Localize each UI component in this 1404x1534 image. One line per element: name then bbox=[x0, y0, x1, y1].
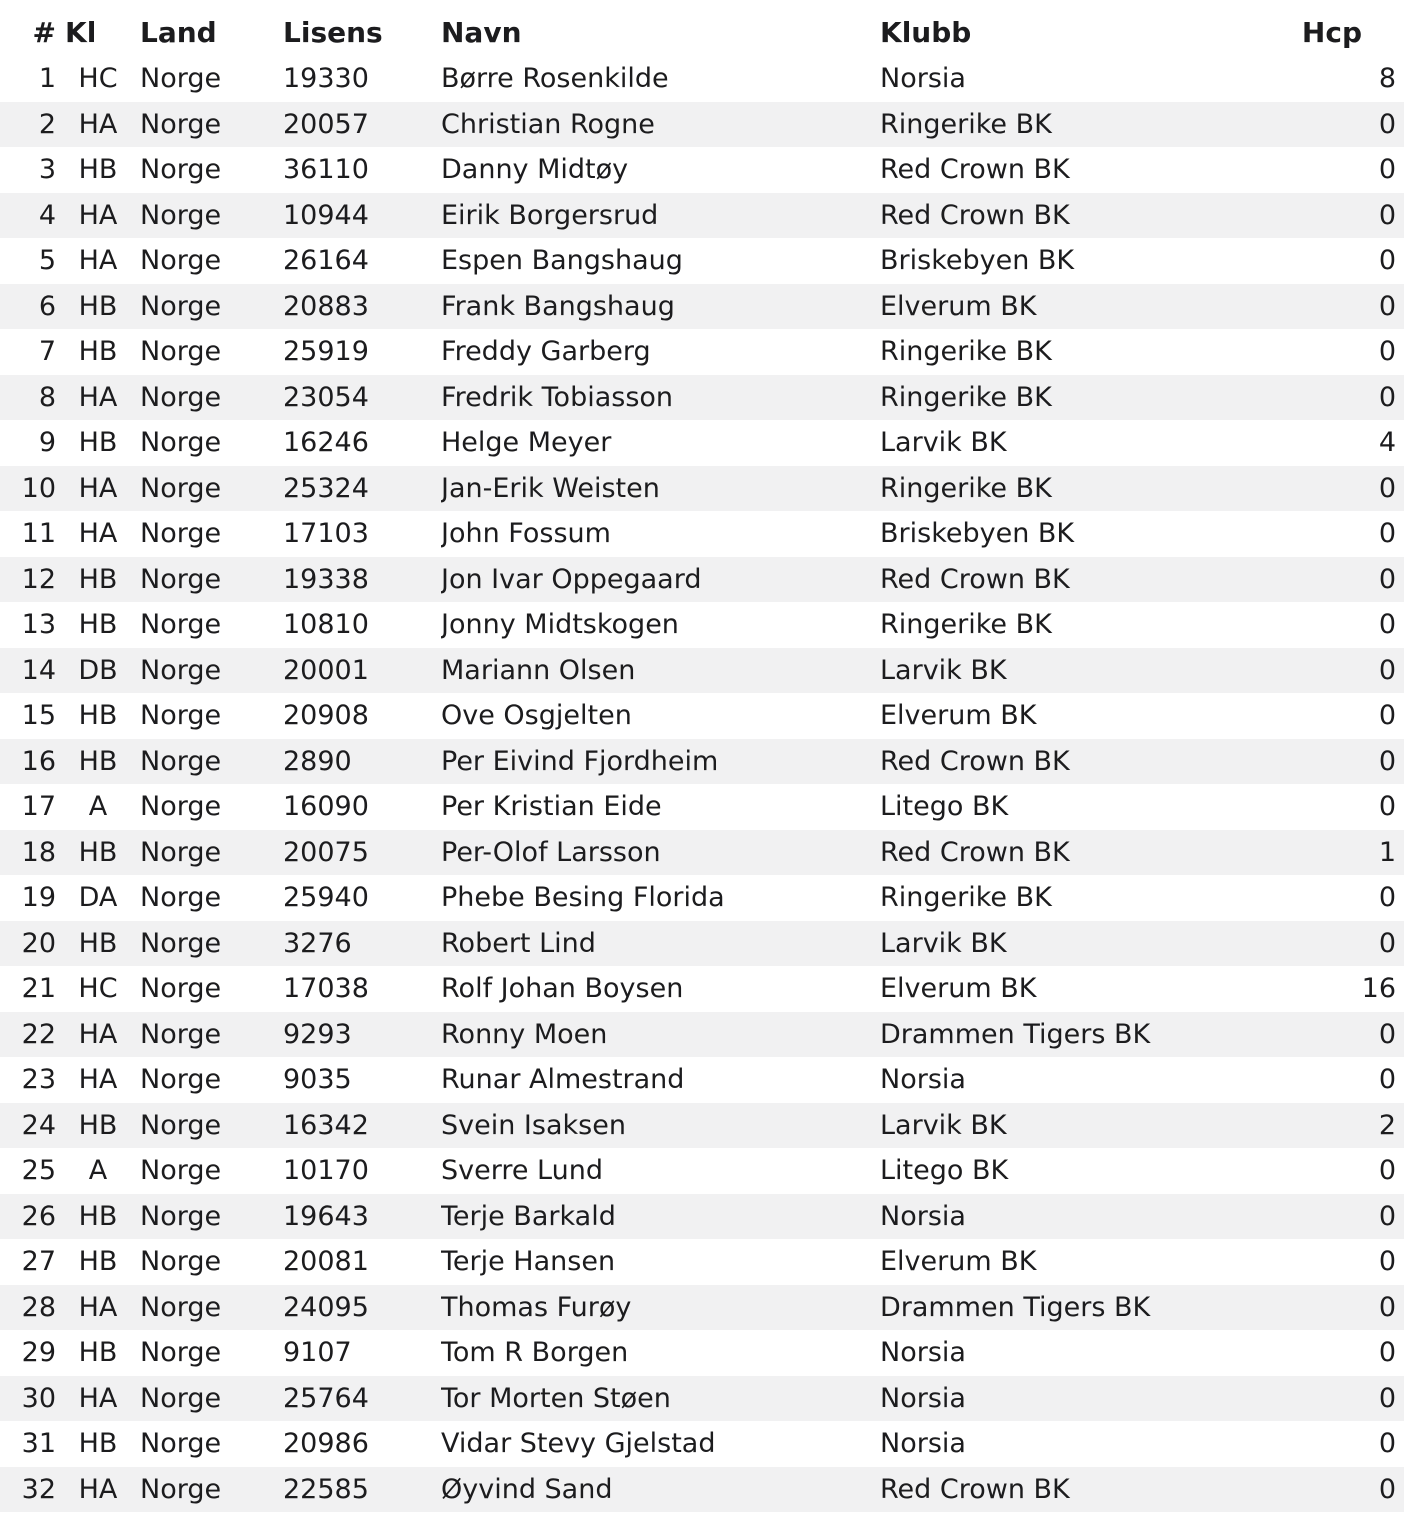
cell-name: Ove Osgjelten bbox=[441, 700, 632, 731]
cell-number: 17 bbox=[21, 791, 56, 822]
table-row[interactable] bbox=[0, 966, 1404, 1012]
table-row[interactable] bbox=[0, 1239, 1404, 1285]
cell-country: Norge bbox=[140, 882, 222, 913]
cell-handicap: 0 bbox=[1378, 927, 1396, 959]
cell-handicap: 0 bbox=[1378, 1291, 1396, 1323]
cell-club: Briskebyen BK bbox=[880, 518, 1075, 549]
cell-name: Vidar Stevy Gjelstad bbox=[441, 1428, 716, 1459]
cell-number: 21 bbox=[21, 973, 56, 1004]
table-row[interactable] bbox=[0, 830, 1404, 876]
cell-class: HC bbox=[78, 973, 118, 1004]
cell-club: Red Crown BK bbox=[880, 199, 1070, 231]
cell-handicap: 0 bbox=[1378, 518, 1396, 549]
cell-class: HA bbox=[78, 381, 118, 413]
cell-number: 5 bbox=[38, 245, 56, 276]
cell-name: Terje Hansen bbox=[441, 1246, 616, 1277]
cell-class: HB bbox=[78, 154, 118, 185]
cell-number: 25 bbox=[21, 1155, 56, 1186]
cell-number: 3 bbox=[38, 154, 56, 185]
cell-license: 20001 bbox=[283, 654, 369, 686]
cell-country: Norge bbox=[140, 700, 222, 731]
cell-license: 9293 bbox=[283, 1018, 352, 1050]
table-row[interactable] bbox=[0, 1285, 1404, 1331]
table-row[interactable] bbox=[0, 1103, 1404, 1149]
cell-country: Norge bbox=[140, 927, 222, 959]
cell-class: HB bbox=[78, 290, 118, 322]
cell-number: 19 bbox=[21, 882, 56, 913]
cell-handicap: 0 bbox=[1378, 336, 1396, 367]
table-row[interactable] bbox=[0, 1376, 1404, 1422]
cell-handicap: 0 bbox=[1378, 290, 1396, 322]
cell-club: Red Crown BK bbox=[880, 1473, 1070, 1505]
cell-number: 13 bbox=[21, 609, 56, 640]
table-row[interactable] bbox=[0, 193, 1404, 239]
cell-number: 12 bbox=[21, 563, 56, 595]
cell-class: HB bbox=[78, 427, 118, 458]
table-row[interactable] bbox=[0, 1012, 1404, 1058]
cell-license: 26164 bbox=[283, 245, 369, 276]
cell-country: Norge bbox=[140, 1064, 222, 1095]
column-header-number[interactable]: # bbox=[32, 16, 56, 49]
cell-name: Danny Midtøy bbox=[441, 154, 629, 185]
cell-name: Frank Bangshaug bbox=[441, 290, 675, 322]
cell-handicap: 0 bbox=[1378, 108, 1396, 140]
cell-country: Norge bbox=[140, 427, 222, 458]
cell-country: Norge bbox=[140, 199, 222, 231]
cell-name: Jonny Midtskogen bbox=[441, 609, 679, 640]
cell-class: HB bbox=[78, 927, 118, 959]
cell-name: Runar Almestrand bbox=[441, 1064, 685, 1095]
table-row[interactable] bbox=[0, 420, 1404, 466]
cell-class: HC bbox=[78, 63, 118, 94]
cell-class: HB bbox=[78, 1337, 118, 1368]
cell-country: Norge bbox=[140, 973, 222, 1004]
cell-license: 22585 bbox=[283, 1473, 369, 1505]
cell-number: 1 bbox=[38, 63, 56, 94]
cell-number: 8 bbox=[38, 381, 56, 413]
cell-name: Espen Bangshaug bbox=[441, 245, 683, 276]
cell-class: HA bbox=[78, 1064, 118, 1095]
cell-country: Norge bbox=[140, 563, 222, 595]
column-header-name[interactable]: Navn bbox=[441, 16, 522, 49]
cell-number: 10 bbox=[21, 472, 56, 504]
cell-country: Norge bbox=[140, 1473, 222, 1505]
cell-name: Mariann Olsen bbox=[441, 654, 636, 686]
cell-number: 31 bbox=[21, 1428, 56, 1459]
cell-class: HA bbox=[78, 1018, 118, 1050]
cell-name: Børre Rosenkilde bbox=[441, 63, 669, 94]
cell-license: 17103 bbox=[283, 518, 369, 549]
cell-handicap: 1 bbox=[1378, 836, 1396, 868]
cell-handicap: 0 bbox=[1378, 1337, 1396, 1368]
cell-country: Norge bbox=[140, 609, 222, 640]
cell-license: 19643 bbox=[283, 1200, 369, 1232]
cell-handicap: 0 bbox=[1378, 882, 1396, 913]
cell-number: 29 bbox=[21, 1337, 56, 1368]
cell-country: Norge bbox=[140, 1155, 222, 1186]
cell-license: 10944 bbox=[283, 199, 369, 231]
cell-name: Fredrik Tobiasson bbox=[441, 381, 674, 413]
cell-name: Thomas Furøy bbox=[441, 1291, 632, 1323]
cell-handicap: 0 bbox=[1378, 381, 1396, 413]
cell-number: 6 bbox=[38, 290, 56, 322]
cell-handicap: 0 bbox=[1378, 1200, 1396, 1232]
cell-club: Elverum BK bbox=[880, 973, 1037, 1004]
cell-handicap: 0 bbox=[1378, 1428, 1396, 1459]
table-row[interactable] bbox=[0, 56, 1404, 102]
cell-number: 30 bbox=[21, 1382, 56, 1414]
table-row[interactable] bbox=[0, 284, 1404, 330]
column-header-handicap[interactable]: Hcp bbox=[1301, 16, 1362, 49]
participants-table bbox=[0, 10, 1404, 1512]
cell-club: Red Crown BK bbox=[880, 745, 1070, 777]
cell-number: 28 bbox=[21, 1291, 56, 1323]
cell-country: Norge bbox=[140, 791, 222, 822]
cell-class: HB bbox=[78, 700, 118, 731]
cell-club: Larvik BK bbox=[880, 427, 1007, 458]
cell-license: 20908 bbox=[283, 700, 369, 731]
cell-license: 25919 bbox=[283, 336, 369, 367]
cell-number: 2 bbox=[38, 108, 56, 140]
cell-handicap: 0 bbox=[1378, 609, 1396, 640]
table-row[interactable] bbox=[0, 1194, 1404, 1240]
cell-handicap: 8 bbox=[1378, 63, 1396, 94]
cell-club: Ringerike BK bbox=[880, 336, 1052, 367]
cell-handicap: 16 bbox=[1361, 973, 1396, 1004]
cell-country: Norge bbox=[140, 1246, 222, 1277]
cell-club: Drammen Tigers BK bbox=[880, 1291, 1151, 1323]
table-header bbox=[0, 10, 1404, 56]
table-row[interactable] bbox=[0, 147, 1404, 193]
cell-club: Drammen Tigers BK bbox=[880, 1018, 1151, 1050]
table-row[interactable] bbox=[0, 921, 1404, 967]
cell-handicap: 0 bbox=[1378, 1246, 1396, 1277]
cell-handicap: 0 bbox=[1378, 745, 1396, 777]
cell-name: Eirik Borgersrud bbox=[441, 199, 659, 231]
cell-country: Norge bbox=[140, 336, 222, 367]
cell-class: A bbox=[88, 791, 108, 822]
cell-country: Norge bbox=[140, 745, 222, 777]
cell-number: 24 bbox=[21, 1109, 56, 1141]
cell-name: Robert Lind bbox=[441, 927, 596, 959]
cell-name: Terje Barkald bbox=[441, 1200, 616, 1232]
cell-license: 20057 bbox=[283, 108, 369, 140]
cell-license: 3276 bbox=[283, 927, 352, 959]
table-row[interactable] bbox=[0, 466, 1404, 512]
cell-license: 23054 bbox=[283, 381, 369, 413]
cell-country: Norge bbox=[140, 290, 222, 322]
cell-club: Litego BK bbox=[880, 791, 1009, 822]
cell-club: Norsia bbox=[880, 1064, 966, 1095]
cell-class: HA bbox=[78, 1473, 118, 1505]
cell-class: HA bbox=[78, 518, 118, 549]
cell-license: 20075 bbox=[283, 836, 369, 868]
cell-handicap: 0 bbox=[1378, 1382, 1396, 1414]
table-row[interactable] bbox=[0, 238, 1404, 284]
cell-class: DA bbox=[78, 882, 118, 913]
table-row[interactable] bbox=[0, 1467, 1404, 1513]
cell-handicap: 0 bbox=[1378, 1064, 1396, 1095]
cell-club: Larvik BK bbox=[880, 1109, 1007, 1141]
cell-number: 15 bbox=[21, 700, 56, 731]
cell-country: Norge bbox=[140, 1291, 222, 1323]
cell-handicap: 0 bbox=[1378, 472, 1396, 504]
cell-name: Jan-Erik Weisten bbox=[441, 472, 660, 504]
cell-license: 2890 bbox=[283, 745, 352, 777]
cell-handicap: 0 bbox=[1378, 700, 1396, 731]
cell-handicap: 4 bbox=[1378, 427, 1396, 458]
cell-license: 20986 bbox=[283, 1428, 369, 1459]
cell-club: Red Crown BK bbox=[880, 563, 1070, 595]
cell-club: Red Crown BK bbox=[880, 836, 1070, 868]
cell-license: 19338 bbox=[283, 563, 369, 595]
cell-class: DB bbox=[78, 654, 118, 686]
cell-club: Elverum BK bbox=[880, 1246, 1037, 1277]
cell-number: 16 bbox=[21, 745, 56, 777]
cell-name: Svein Isaksen bbox=[441, 1109, 626, 1141]
cell-club: Larvik BK bbox=[880, 927, 1007, 959]
cell-class: HA bbox=[78, 108, 118, 140]
cell-class: HB bbox=[78, 336, 118, 367]
cell-class: HB bbox=[78, 609, 118, 640]
cell-name: Per-Olof Larsson bbox=[441, 836, 661, 868]
table-row[interactable] bbox=[0, 1330, 1404, 1376]
table-row[interactable] bbox=[0, 648, 1404, 694]
cell-country: Norge bbox=[140, 836, 222, 868]
cell-class: HA bbox=[78, 1382, 118, 1414]
cell-country: Norge bbox=[140, 1018, 222, 1050]
cell-license: 24095 bbox=[283, 1291, 369, 1323]
cell-country: Norge bbox=[140, 245, 222, 276]
cell-number: 23 bbox=[21, 1064, 56, 1095]
cell-name: Per Eivind Fjordheim bbox=[441, 745, 719, 777]
cell-name: John Fossum bbox=[441, 518, 611, 549]
cell-class: HA bbox=[78, 472, 118, 504]
cell-handicap: 0 bbox=[1378, 154, 1396, 185]
cell-name: Christian Rogne bbox=[441, 108, 655, 140]
cell-class: HA bbox=[78, 245, 118, 276]
cell-license: 16246 bbox=[283, 427, 369, 458]
cell-license: 20883 bbox=[283, 290, 369, 322]
cell-license: 36110 bbox=[283, 154, 369, 185]
cell-license: 10170 bbox=[283, 1155, 369, 1186]
cell-name: Jon Ivar Oppegaard bbox=[441, 563, 702, 595]
cell-name: Tor Morten Støen bbox=[441, 1382, 671, 1414]
cell-number: 9 bbox=[38, 427, 56, 458]
cell-name: Tom R Borgen bbox=[441, 1337, 629, 1368]
cell-club: Norsia bbox=[880, 1428, 966, 1459]
cell-country: Norge bbox=[140, 1428, 222, 1459]
cell-club: Elverum BK bbox=[880, 700, 1037, 731]
cell-club: Norsia bbox=[880, 63, 966, 94]
cell-country: Norge bbox=[140, 381, 222, 413]
cell-class: HB bbox=[78, 563, 118, 595]
cell-handicap: 0 bbox=[1378, 563, 1396, 595]
cell-number: 26 bbox=[21, 1200, 56, 1232]
cell-number: 7 bbox=[38, 336, 56, 367]
cell-club: Elverum BK bbox=[880, 290, 1037, 322]
cell-club: Ringerike BK bbox=[880, 609, 1052, 640]
cell-club: Ringerike BK bbox=[880, 472, 1052, 504]
cell-handicap: 0 bbox=[1378, 654, 1396, 686]
cell-club: Red Crown BK bbox=[880, 154, 1070, 185]
cell-country: Norge bbox=[140, 1382, 222, 1414]
table-row[interactable] bbox=[0, 557, 1404, 603]
cell-license: 20081 bbox=[283, 1246, 369, 1277]
cell-country: Norge bbox=[140, 1109, 222, 1141]
cell-number: 22 bbox=[21, 1018, 56, 1050]
table-row[interactable] bbox=[0, 102, 1404, 148]
cell-class: HA bbox=[78, 199, 118, 231]
cell-license: 17038 bbox=[283, 973, 369, 1004]
cell-number: 14 bbox=[21, 654, 56, 686]
cell-country: Norge bbox=[140, 654, 222, 686]
cell-club: Ringerike BK bbox=[880, 381, 1052, 413]
cell-number: 18 bbox=[21, 836, 56, 868]
cell-name: Freddy Garberg bbox=[441, 336, 651, 367]
cell-license: 19330 bbox=[283, 63, 369, 94]
cell-license: 10810 bbox=[283, 609, 369, 640]
cell-handicap: 0 bbox=[1378, 1473, 1396, 1505]
cell-name: Phebe Besing Florida bbox=[441, 882, 725, 913]
cell-number: 4 bbox=[38, 199, 56, 231]
cell-license: 25324 bbox=[283, 472, 369, 504]
cell-club: Larvik BK bbox=[880, 654, 1007, 686]
cell-country: Norge bbox=[140, 1337, 222, 1368]
cell-license: 16090 bbox=[283, 791, 369, 822]
cell-country: Norge bbox=[140, 108, 222, 140]
cell-club: Briskebyen BK bbox=[880, 245, 1075, 276]
cell-country: Norge bbox=[140, 472, 222, 504]
column-header-license[interactable]: Lisens bbox=[283, 16, 383, 49]
cell-number: 32 bbox=[21, 1473, 56, 1505]
cell-club: Norsia bbox=[880, 1200, 966, 1232]
cell-class: HB bbox=[78, 1109, 118, 1141]
cell-club: Litego BK bbox=[880, 1155, 1009, 1186]
cell-club: Ringerike BK bbox=[880, 882, 1052, 913]
cell-handicap: 0 bbox=[1378, 1018, 1396, 1050]
cell-class: A bbox=[88, 1155, 108, 1186]
cell-club: Norsia bbox=[880, 1337, 966, 1368]
cell-club: Norsia bbox=[880, 1382, 966, 1414]
cell-handicap: 0 bbox=[1378, 1155, 1396, 1186]
cell-name: Ronny Moen bbox=[441, 1018, 608, 1050]
cell-club: Ringerike BK bbox=[880, 108, 1052, 140]
cell-country: Norge bbox=[140, 63, 222, 94]
table-body bbox=[0, 56, 1404, 1512]
cell-name: Øyvind Sand bbox=[441, 1473, 613, 1505]
cell-class: HB bbox=[78, 1428, 118, 1459]
cell-country: Norge bbox=[140, 154, 222, 185]
cell-handicap: 0 bbox=[1378, 791, 1396, 822]
cell-class: HA bbox=[78, 1291, 118, 1323]
table-row[interactable] bbox=[0, 1421, 1404, 1467]
table-row[interactable] bbox=[0, 739, 1404, 785]
cell-handicap: 2 bbox=[1378, 1109, 1396, 1141]
cell-class: HB bbox=[78, 745, 118, 777]
cell-handicap: 0 bbox=[1378, 199, 1396, 231]
table-row[interactable] bbox=[0, 375, 1404, 421]
table-row[interactable] bbox=[0, 329, 1404, 375]
table-row[interactable] bbox=[0, 1148, 1404, 1194]
cell-number: 11 bbox=[21, 518, 56, 549]
cell-country: Norge bbox=[140, 518, 222, 549]
column-header-class[interactable]: Kl bbox=[65, 16, 97, 49]
cell-license: 9035 bbox=[283, 1064, 352, 1095]
table-row[interactable] bbox=[0, 784, 1404, 830]
cell-class: HB bbox=[78, 1246, 118, 1277]
table-row[interactable] bbox=[0, 875, 1404, 921]
table-row[interactable] bbox=[0, 1057, 1404, 1103]
cell-country: Norge bbox=[140, 1200, 222, 1232]
cell-name: Helge Meyer bbox=[441, 427, 612, 458]
column-header-country[interactable]: Land bbox=[140, 16, 217, 49]
table-row[interactable] bbox=[0, 511, 1404, 557]
table-row[interactable] bbox=[0, 602, 1404, 648]
column-header-club[interactable]: Klubb bbox=[880, 16, 972, 49]
cell-class: HB bbox=[78, 1200, 118, 1232]
cell-number: 27 bbox=[21, 1246, 56, 1277]
cell-license: 9107 bbox=[283, 1337, 352, 1368]
cell-name: Per Kristian Eide bbox=[441, 791, 662, 822]
cell-license: 25940 bbox=[283, 882, 369, 913]
cell-handicap: 0 bbox=[1378, 245, 1396, 276]
cell-name: Rolf Johan Boysen bbox=[441, 973, 684, 1004]
cell-license: 16342 bbox=[283, 1109, 369, 1141]
cell-number: 20 bbox=[21, 927, 56, 959]
cell-license: 25764 bbox=[283, 1382, 369, 1414]
header-row bbox=[0, 10, 1404, 56]
cell-name: Sverre Lund bbox=[441, 1155, 603, 1186]
table-row[interactable] bbox=[0, 693, 1404, 739]
cell-class: HB bbox=[78, 836, 118, 868]
